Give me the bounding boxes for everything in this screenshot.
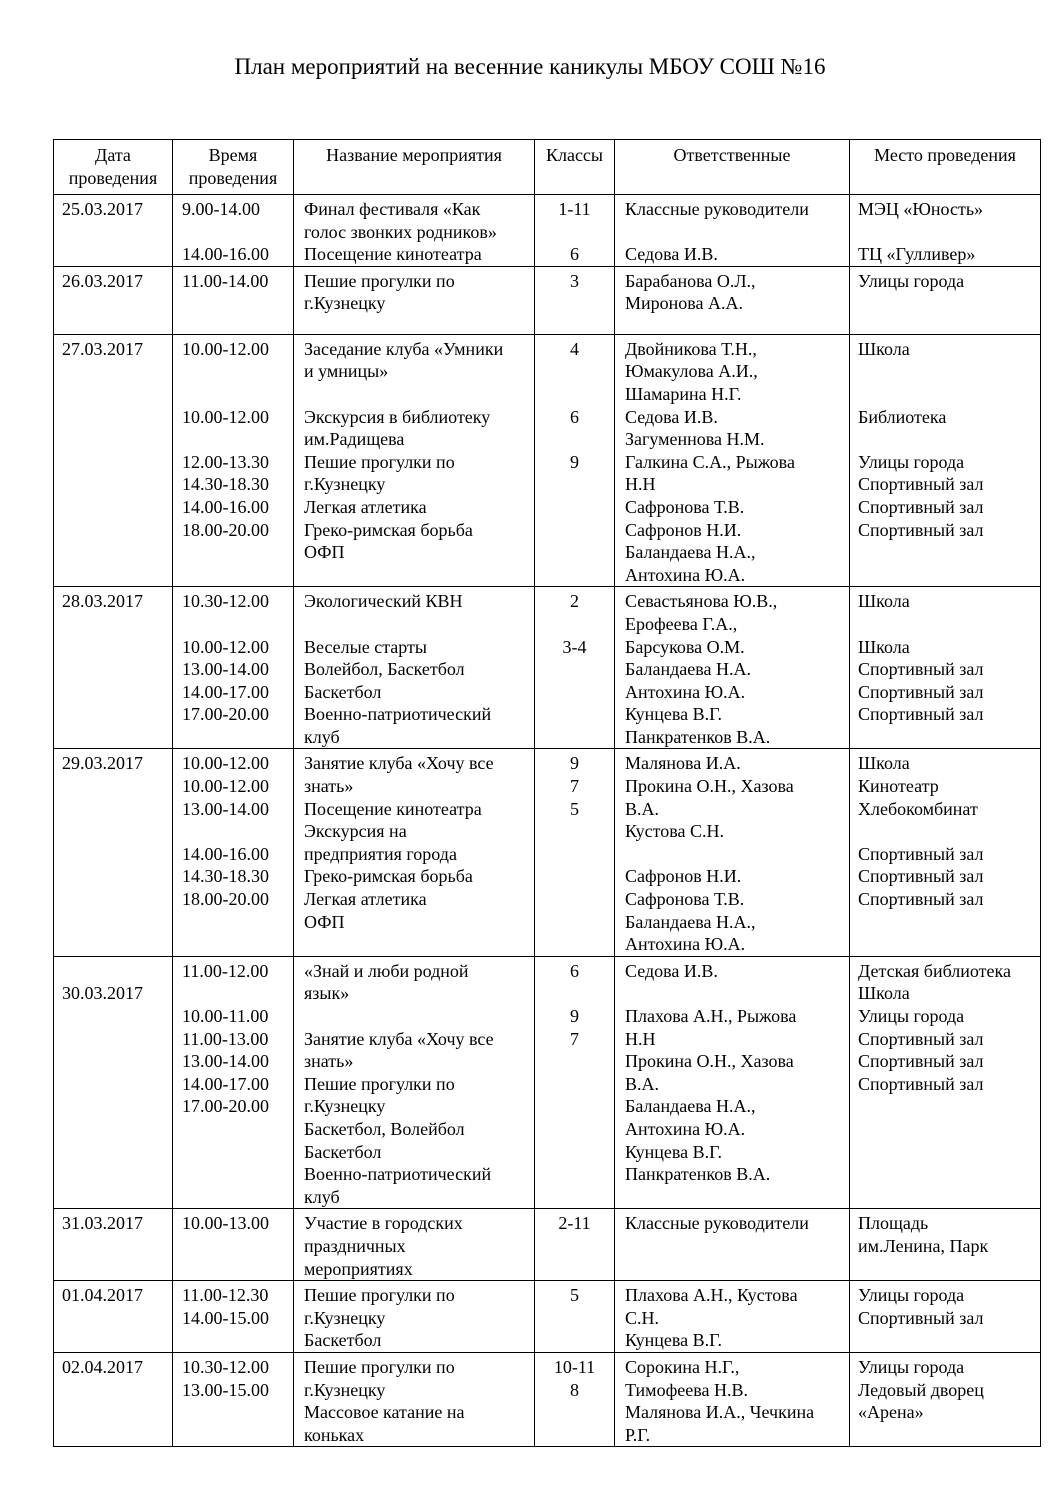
cell-event-name: Занятие клуба «Хочу все знать» Посещение кинотеатра Экскурсия на предприятия города Греко-римская борьба Легкая атлетика ОФП bbox=[294, 749, 535, 956]
header-responsible: Ответственные bbox=[615, 140, 850, 195]
cell-event-name: Финал фестиваля «Как голос звонких родников» Посещение кинотеатра bbox=[294, 195, 535, 267]
cell-time: 11.00-14.00 bbox=[173, 266, 294, 334]
header-row bbox=[54, 140, 1041, 195]
cell-date: 28.03.2017 bbox=[54, 587, 173, 749]
cell-classes: 3 bbox=[535, 266, 615, 334]
cell-responsible: Сорокина Н.Г., Тимофеева Н.В. Малянова И.А., Чечкина Р.Г. bbox=[615, 1352, 850, 1446]
events-table bbox=[53, 139, 1041, 1447]
cell-place: МЭЦ «Юность» ТЦ «Гулливер» bbox=[850, 195, 1041, 267]
cell-place: Детская библиотека Школа Улицы города Спортивный зал Спортивный зал Спортивный зал bbox=[850, 956, 1041, 1209]
cell-event-name: Пешие прогулки по г.Кузнецку Баскетбол bbox=[294, 1281, 535, 1353]
cell-responsible: Седова И.В. Плахова А.Н., Рыжова Н.Н Прокина О.Н., Хазова В.А. Баландаева Н.А., Антохина Ю.А. Кунцева В.Г. Панкратенков В.А. bbox=[615, 956, 850, 1209]
cell-responsible: Классные руководители Седова И.В. bbox=[615, 195, 850, 267]
cell-responsible: Севастьянова Ю.В., Ерофеева Г.А., Барсукова О.М. Баландаева Н.А. Антохина Ю.А. Кунцева В.Г. Панкратенков В.А. bbox=[615, 587, 850, 749]
cell-classes: 6 9 7 bbox=[535, 956, 615, 1209]
table-row bbox=[54, 587, 1041, 749]
header-classes: Классы bbox=[535, 140, 615, 195]
cell-time: 10.00-12.00 10.00-12.00 13.00-14.00 14.00-16.00 14.30-18.30 18.00-20.00 bbox=[173, 749, 294, 956]
cell-date: 25.03.2017 bbox=[54, 195, 173, 267]
cell-time: 11.00-12.30 14.00-15.00 bbox=[173, 1281, 294, 1353]
cell-classes: 2 3-4 bbox=[535, 587, 615, 749]
header-event-name: Название мероприятия bbox=[294, 140, 535, 195]
cell-date: 26.03.2017 bbox=[54, 266, 173, 334]
cell-time: 9.00-14.00 14.00-16.00 bbox=[173, 195, 294, 267]
cell-event-name: Участие в городских праздничных мероприятиях bbox=[294, 1209, 535, 1281]
cell-responsible: Двойникова Т.Н., Юмакулова А.И., Шамарина Н.Г. Седова И.В. Загуменнова Н.М. Галкина С.А., Рыжова Н.Н Сафронова Т.В. Сафронов Н.И. Баландаева Н.А., Антохина Ю.А. bbox=[615, 334, 850, 587]
cell-time: 11.00-12.00 10.00-11.00 11.00-13.00 13.00-14.00 14.00-17.00 17.00-20.00 bbox=[173, 956, 294, 1209]
cell-date: 01.04.2017 bbox=[54, 1281, 173, 1353]
cell-date: 31.03.2017 bbox=[54, 1209, 173, 1281]
cell-place: Школа Библиотека Улицы города Спортивный зал Спортивный зал Спортивный зал bbox=[850, 334, 1041, 587]
cell-responsible: Классные руководители bbox=[615, 1209, 850, 1281]
cell-responsible: Плахова А.Н., Кустова С.Н. Кунцева В.Г. bbox=[615, 1281, 850, 1353]
header-time: Время проведения bbox=[173, 140, 294, 195]
header-date: Дата проведения bbox=[54, 140, 173, 195]
cell-classes: 9 7 5 bbox=[535, 749, 615, 956]
cell-time: 10.30-12.00 13.00-15.00 bbox=[173, 1352, 294, 1446]
cell-date: 29.03.2017 bbox=[54, 749, 173, 956]
cell-event-name: Пешие прогулки по г.Кузнецку bbox=[294, 266, 535, 334]
cell-place: Улицы города Спортивный зал bbox=[850, 1281, 1041, 1353]
table-row bbox=[54, 1209, 1041, 1281]
table-row bbox=[54, 1352, 1041, 1446]
cell-responsible: Малянова И.А. Прокина О.Н., Хазова В.А. Кустова С.Н. Сафронов Н.И. Сафронова Т.В. Баландаева Н.А., Антохина Ю.А. bbox=[615, 749, 850, 956]
table-row bbox=[54, 195, 1041, 267]
cell-place: Улицы города bbox=[850, 266, 1041, 334]
cell-responsible: Барабанова О.Л., Миронова А.А. bbox=[615, 266, 850, 334]
cell-event-name: «Знай и люби родной язык» Занятие клуба «Хочу все знать» Пешие прогулки по г.Кузнецку Баскетбол, Волейбол Баскетбол Военно-патриотический клуб bbox=[294, 956, 535, 1209]
table-row bbox=[54, 334, 1041, 587]
table-row bbox=[54, 749, 1041, 956]
cell-classes: 5 bbox=[535, 1281, 615, 1353]
cell-place: Площадь им.Ленина, Парк bbox=[850, 1209, 1041, 1281]
table-row bbox=[54, 956, 1041, 1209]
cell-place: Школа Школа Спортивный зал Спортивный зал Спортивный зал bbox=[850, 587, 1041, 749]
cell-time: 10.00-13.00 bbox=[173, 1209, 294, 1281]
cell-time: 10.00-12.00 10.00-12.00 12.00-13.30 14.30-18.30 14.00-16.00 18.00-20.00 bbox=[173, 334, 294, 587]
cell-date: 30.03.2017 bbox=[54, 956, 173, 1209]
cell-classes: 2-11 bbox=[535, 1209, 615, 1281]
cell-place: Улицы города Ледовый дворец «Арена» bbox=[850, 1352, 1041, 1446]
page-title: План мероприятий на весенние каникулы МБОУ СОШ №16 bbox=[234, 54, 826, 79]
cell-classes: 10-11 8 bbox=[535, 1352, 615, 1446]
cell-date: 27.03.2017 bbox=[54, 334, 173, 587]
cell-event-name: Экологический КВН Веселые старты Волейбол, Баскетбол Баскетбол Военно-патриотический клуб bbox=[294, 587, 535, 749]
cell-classes: 1-11 6 bbox=[535, 195, 615, 267]
cell-date: 02.04.2017 bbox=[54, 1352, 173, 1446]
header-place: Место проведения bbox=[850, 140, 1041, 195]
cell-event-name: Пешие прогулки по г.Кузнецку Массовое катание на коньках bbox=[294, 1352, 535, 1446]
table-row bbox=[54, 266, 1041, 334]
cell-classes: 4 6 9 bbox=[535, 334, 615, 587]
cell-event-name: Заседание клуба «Умники и умницы» Экскурсия в библиотеку им.Радищева Пешие прогулки по г.Кузнецку Легкая атлетика Греко-римская борьба ОФП bbox=[294, 334, 535, 587]
cell-place: Школа Кинотеатр Хлебокомбинат Спортивный зал Спортивный зал Спортивный зал bbox=[850, 749, 1041, 956]
cell-time: 10.30-12.00 10.00-12.00 13.00-14.00 14.00-17.00 17.00-20.00 bbox=[173, 587, 294, 749]
table-row bbox=[54, 1281, 1041, 1353]
